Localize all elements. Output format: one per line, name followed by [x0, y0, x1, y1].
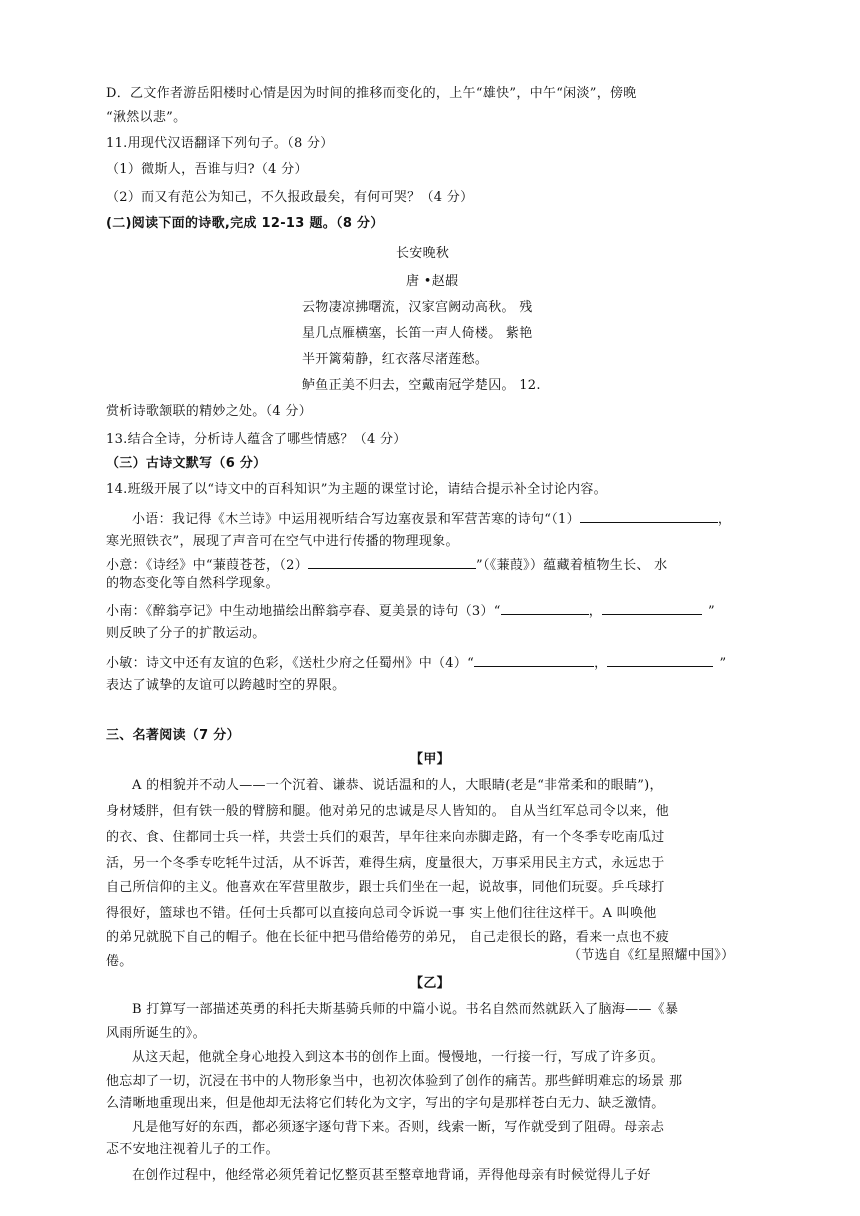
blank-1[interactable] — [580, 508, 718, 523]
passage-jia-line-3: 的衣、食、住都同士兵一样，共尝士兵们的艰苦，早年往来向赤脚走路，有一个冬季专吃南瓜过 — [106, 830, 665, 845]
poem-author: 唐 •赵嘏 — [406, 274, 459, 289]
poem-line-2: 星几点雁横塞，长笛一声人倚楼。 紫艳 — [302, 326, 533, 341]
blank-4-close-quote: ” — [719, 656, 727, 671]
passage-yi-line-5: 么清晰地重现出来，但是他却无法将它们转化为文字，写出的字句是那样苍白无力、缺乏激情。 — [106, 1096, 665, 1111]
passage-yi-line-2: 风雨所诞生的》。 — [106, 1026, 206, 1041]
passage-jia-heading: 【甲】 — [410, 752, 450, 767]
question-13: 13.结合全诗，分析诗人蕴含了哪些情感？（4 分） — [106, 432, 407, 447]
passage-jia-source: （节选自《红星照耀中国》） — [568, 948, 735, 963]
discussion-xiaoyi — [106, 554, 667, 576]
blank-3-comma: ， — [588, 604, 603, 619]
discussion-xiaoyu-cont: 寒光照铁衣”，展现了声音可在空气中进行传播的物理现象。 — [106, 534, 459, 549]
passage-jia-line-2: 身材矮胖，但有铁一般的臂膀和腿。他对弟兄的忠诚是尽人皆知的。 自从当红军总司令以来，他 — [106, 804, 670, 819]
discussion-xiaonan — [106, 600, 715, 622]
question-11-part-1: （1）微斯人，吾谁与归?（4 分） — [106, 162, 308, 177]
discussion-xiaoyu — [132, 508, 731, 530]
discussion-xiaoyi-text: 小意：《诗经》中“蒹葭苍苍，（2） — [106, 558, 309, 573]
passage-jia-line-1: A 的相貌并不动人——一个沉着、谦恭、说话温和的人，大眼睛(老是“非常柔和的眼睛”)， — [132, 778, 663, 793]
passage-yi-line-4: 他忘却了一切，沉浸在书中的人物形象当中，也初次体验到了创作的痛苦。那些鲜明难忘的场景 那 — [106, 1074, 683, 1089]
passage-jia-line-8: 倦。 — [106, 954, 133, 969]
blank-2[interactable] — [308, 554, 476, 569]
option-d-text: D．乙文作者游岳阳楼时心情是因为时间的推移而变化的，上午“雄快”，中午“闲淡”，傍晚 — [106, 86, 637, 101]
blank-4b[interactable] — [607, 652, 713, 667]
discussion-xiaomin-text: 小敏：诗文中还有友谊的色彩，《送杜少府之任蜀州》中（4）“ — [106, 656, 475, 671]
question-11-part-2: （2）而又有范公为知己，不久报政最矣，有何可哭？（4 分） — [106, 190, 474, 205]
discussion-xiaomin — [106, 652, 726, 674]
poem-title: 长安晚秋 — [396, 246, 450, 261]
blank-4a[interactable] — [474, 652, 594, 667]
discussion-xiaonan-text: 小南：《醉翁亭记》中生动地描绘出醉翁亭春、夏美景的诗句（3）“ — [106, 604, 501, 619]
passage-jia-line-5: 自己所信仰的主义。他喜欢在军营里散步，跟士兵们坐在一起，说故事，同他们玩耍。乒乓球打 — [106, 880, 665, 895]
discussion-xiaoyi-cont: 的物态变化等自然科学现象。 — [106, 576, 279, 591]
discussion-xiaoyi-after: ”（《蒹葭》）蕴藏着植物生长、 水 — [476, 558, 668, 573]
blank-3a[interactable] — [501, 600, 589, 615]
passage-jia-line-6: 得很好，篮球也不错。任何士兵都可以直接向总司令诉说一事 实上他们往往这样干。A 叫唤他 — [106, 906, 657, 921]
question-11: 11.用现代汉语翻译下列句子。（8 分） — [106, 136, 334, 151]
passage-yi-line-3: 从这天起，他就全身心地投入到这本书的创作上面。慢慢地，一行接一行，写成了许多页。 — [132, 1050, 665, 1065]
question-12: 赏析诗歌颔联的精妙之处。（4 分） — [106, 404, 313, 419]
discussion-xiaoyu-text: 小语：我记得《木兰诗》中运用视听结合写边塞夜景和军营苦寒的诗句“（1） — [132, 512, 580, 527]
blank-4-comma: ， — [594, 656, 608, 671]
blank-3b[interactable] — [602, 600, 702, 615]
poem-line-1: 云物凄凉拂曙流，汉家宫阙动高秋。 残 — [302, 300, 533, 315]
option-d-text-cont: “湫然以悲”。 — [106, 110, 187, 125]
poem-line-4: 鲈鱼正美不归去，空戴南冠学楚囚。 12. — [302, 378, 541, 393]
discussion-xiaonan-cont: 则反映了分子的扩散运动。 — [106, 626, 266, 641]
passage-jia-line-4: 活，另一个冬季专吃牦牛过活，从不诉苦，难得生病，度量很大，万事采用民主方式，永远忠于 — [106, 856, 665, 871]
discussion-xiaomin-cont: 表达了诚挚的友谊可以跨越时空的界限。 — [106, 678, 346, 693]
blank-3-close-quote: ” — [708, 604, 715, 619]
passage-yi-line-7: 忑不安地注视着儿子的工作。 — [106, 1142, 279, 1157]
passage-yi-line-6: 凡是他写好的东西，都必须逐字逐句背下来。否则，线索一断，写作就受到了阻碍。母亲忐 — [132, 1120, 665, 1135]
passage-jia-line-7: 的弟兄就脱下自己的帽子。他在长征中把马借给倦劳的弟兄， 自己走很长的路，看来一点也不疲 — [106, 930, 670, 945]
passage-yi-line-8: 在创作过程中，他经常必须凭着记忆整页甚至整章地背诵，弄得他母亲有时候觉得儿子好 — [132, 1168, 651, 1183]
poem-line-3: 半开篱菊静，红衣落尽渚莲愁。 — [302, 352, 489, 367]
passage-yi-heading: 【乙】 — [410, 976, 450, 991]
section-3-heading: （三）古诗文默写（6 分） — [106, 456, 267, 471]
section-2-heading: (二)阅读下面的诗歌,完成 12-13 题。（8 分） — [106, 216, 384, 231]
question-14: 14.班级开展了以“诗文中的百科知识”为主题的课堂讨论，请结合提示补全讨论内容。 — [106, 482, 607, 497]
passage-yi-line-1: B 打算写一部描述英勇的科托夫斯基骑兵师的中篇小说。书名自然而然就跃入了脑海——《暴 — [132, 1002, 679, 1017]
blank-1-comma: ， — [717, 512, 732, 527]
section-classics-heading: 三、名著阅读（7 分） — [106, 728, 240, 743]
